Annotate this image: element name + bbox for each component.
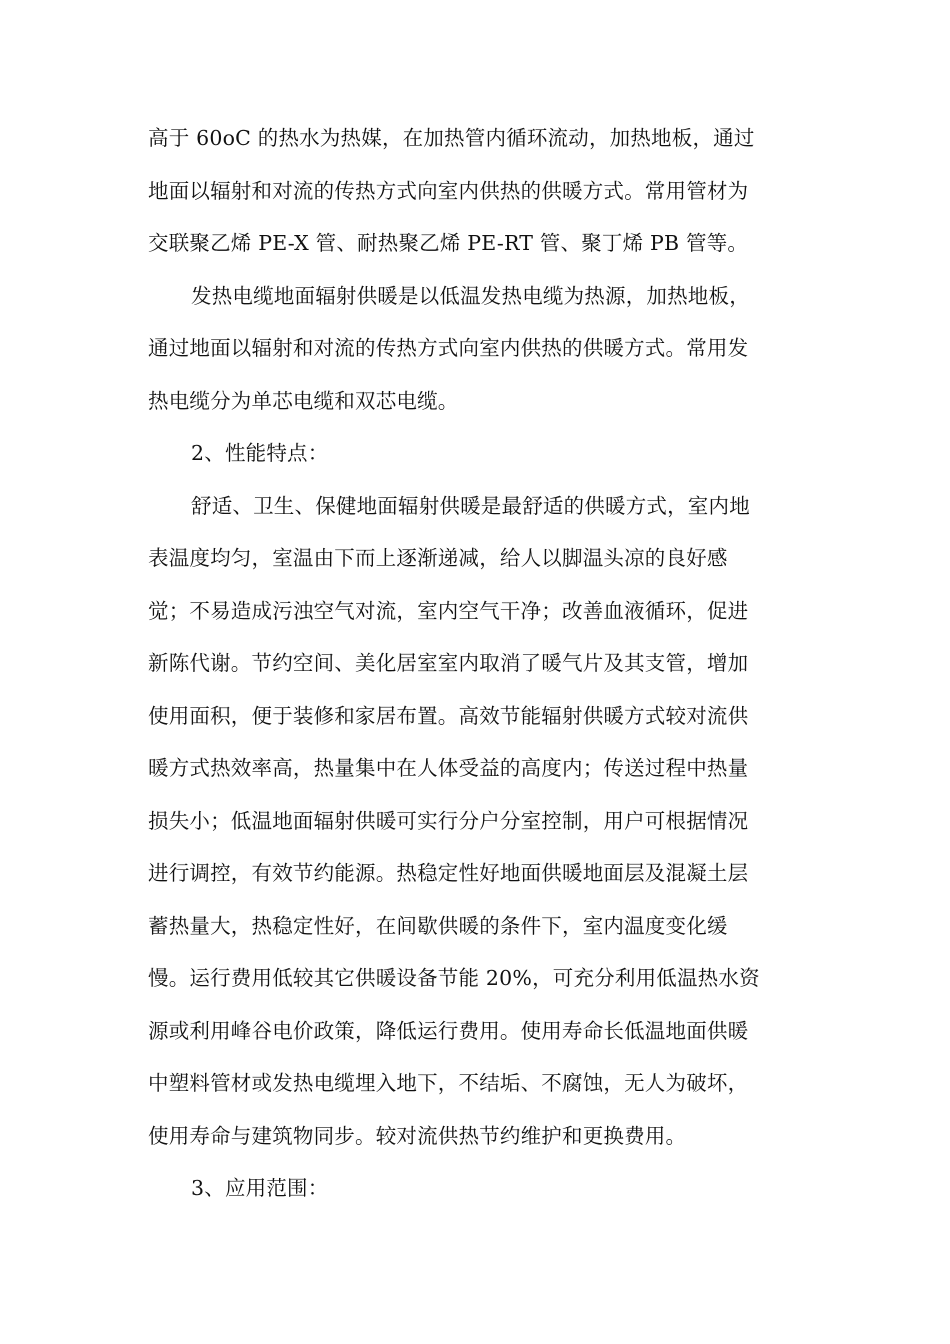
text-line: 发热电缆地面辐射供暖是以低温发热电缆为热源，加热地板， xyxy=(191,283,750,308)
text-line: 表温度均匀，室温由下而上逐渐递减，给人以脚温头凉的良好感 xyxy=(148,546,728,570)
paragraph-performance-features xyxy=(148,480,800,1163)
text-line: 地面以辐射和对流的传热方式向室内供热的供暖方式。常用管材为 xyxy=(148,178,749,203)
text-line: 损失小；低温地面辐射供暖可实行分户分室控制，用户可根据情况 xyxy=(148,808,749,833)
text-line: 舒适、卫生、保健地面辐射供暖是最舒适的供暖方式，室内地 xyxy=(191,493,750,518)
text-line: 使用面积，便于装修和家居布置。高效节能辐射供暖方式较对流供 xyxy=(148,703,749,728)
text-line: 中塑料管材或发热电缆埋入地下，不结垢、不腐蚀，无人为破坏， xyxy=(148,1071,749,1095)
text-line: 慢。运行费用低较其它供暖设备节能 20%，可充分利用低温热水资 xyxy=(148,966,760,990)
text-line: 热电缆分为单芯电缆和双芯电缆。 xyxy=(148,388,459,413)
text-line: 觉；不易造成污浊空气对流，室内空气干净；改善血液循环，促进 xyxy=(148,598,749,623)
text-line: 蓄热量大，热稳定性好，在间歇供暖的条件下，室内温度变化缓 xyxy=(148,913,728,938)
text-line: 暖方式热效率高，热量集中在人体受益的高度内；传送过程中热量 xyxy=(148,756,749,780)
section-heading: 3、应用范围： xyxy=(191,1176,329,1200)
text-line: 高于 60oC 的热水为热媒，在加热管内循环流动，加热地板，通过 xyxy=(148,126,755,150)
section-heading: 2、性能特点： xyxy=(191,441,329,465)
text-line: 使用寿命与建筑物同步。较对流供热节约维护和更换费用。 xyxy=(148,1123,687,1148)
section-heading-performance xyxy=(148,427,800,480)
text-line: 进行调控，有效节约能源。热稳定性好地面供暖地面层及混凝土层 xyxy=(148,861,749,885)
text-line: 新陈代谢。节约空间、美化居室室内取消了暖气片及其支管，增加 xyxy=(148,651,749,675)
text-line: 交联聚乙烯 PE-X 管、耐热聚乙烯 PE-RT 管、聚丁烯 PB 管等。 xyxy=(148,231,749,255)
text-line: 通过地面以辐射和对流的传热方式向室内供热的供暖方式。常用发 xyxy=(148,336,749,360)
paragraph-hot-water-heating xyxy=(148,112,800,270)
text-line: 源或利用峰谷电价政策，降低运行费用。使用寿命长低温地面供暖 xyxy=(148,1018,749,1043)
document-body xyxy=(148,112,800,1215)
section-heading-application xyxy=(148,1162,800,1215)
paragraph-electric-cable-heating xyxy=(148,270,800,428)
